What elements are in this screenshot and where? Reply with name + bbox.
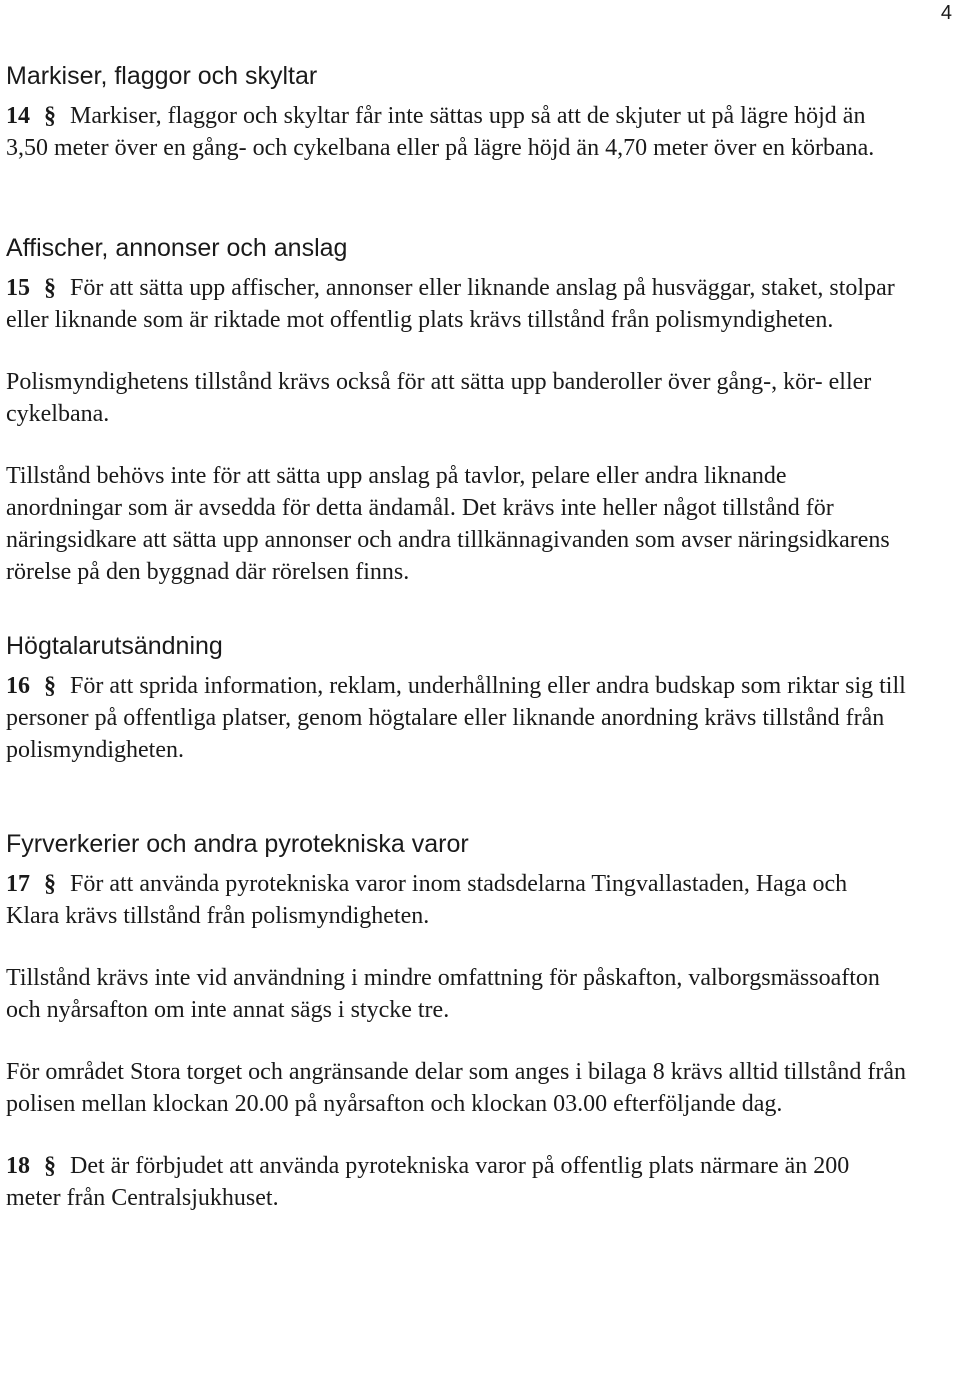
paragraph-15-2: Polismyndighetens tillstånd krävs också för att sätta upp banderoller över gång-, kör- eller cykelbana. [6,369,872,427]
section-number: 17 [6,871,30,897]
paragraph-17-2: Tillstånd krävs inte vid användning i mindre omfattning för påskafton, valborgsmässoafton och nyårsafton om inte annat sägs i stycke tre. [6,965,880,1023]
section-number: 15 [6,275,30,301]
paragraph-text: För att sprida information, reklam, underhållning eller andra budskap som riktar sig till personer på offentliga platser, genom högtalare eller liknande anordning krävs tillstånd från polismyndigheten. [6,673,906,763]
section-sign-icon: § [44,673,56,699]
paragraph-17-3: För området Stora torget och angränsande delar som anges i bilaga 8 krävs alltid tillstånd från polisen mellan klockan 20.00 på nyårsafton och klockan 03.00 efterföljande dag. [6,1059,906,1117]
section-sign-icon: § [44,275,56,301]
paragraph-16 [6,670,906,766]
paragraph-text: För att sätta upp affischer, annonser eller liknande anslag på husväggar, staket, stolpar eller liknande som är riktade mot offentlig plats krävs tillstånd från polismyndigheten. [6,275,895,333]
section-number: 18 [6,1153,30,1179]
heading-fyrverkerier: Fyrverkerier och andra pyrotekniska varor [6,830,469,858]
heading-hogtalarutsandning: Högtalarutsändning [6,632,223,660]
document-body [6,58,906,1214]
section-sign-icon: § [44,103,56,129]
paragraph-18 [6,1150,906,1214]
page-number: 4 [940,2,952,24]
paragraph-14 [6,100,906,164]
section-sign-icon: § [44,871,56,897]
heading-affischer: Affischer, annonser och anslag [6,234,348,262]
paragraph-text: För att använda pyrotekniska varor inom stadsdelarna Tingvallastaden, Haga och Klara krävs tillstånd från polismyndigheten. [6,871,848,929]
section-number: 16 [6,673,30,699]
paragraph-text: Det är förbjudet att använda pyrotekniska varor på offentlig plats närmare än 200 meter från Centralsjukhuset. [6,1153,850,1211]
paragraph-15-3: Tillstånd behövs inte för att sätta upp anslag på tavlor, pelare eller andra liknande anordningar som är avsedda för detta ändamål. Det krävs inte heller något tillstånd för näringsidkare att sätta upp annonser och andra tillkännagivanden som avser näringsidkarens rörelse på den byggnad där rörelsen finns. [6,463,890,585]
section-number: 14 [6,103,30,129]
paragraph-15 [6,272,906,336]
paragraph-text: Markiser, flaggor och skyltar får inte sättas upp så att de skjuter ut på lägre höjd än 3,50 meter över en gång- och cykelbana eller på lägre höjd än 4,70 meter över en körbana. [6,103,875,161]
section-sign-icon: § [44,1153,56,1179]
heading-markiser: Markiser, flaggor och skyltar [6,62,318,90]
paragraph-17 [6,868,906,932]
